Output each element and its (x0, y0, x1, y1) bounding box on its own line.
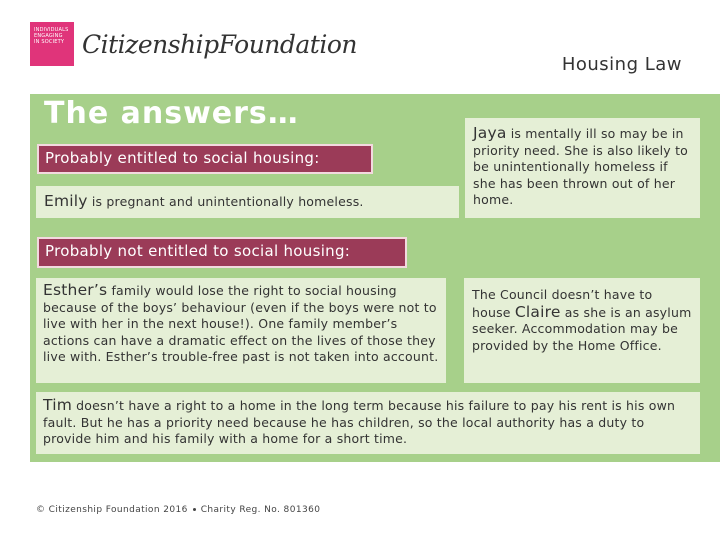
organisation-logo (30, 22, 74, 66)
section-title: Housing Law (561, 54, 682, 75)
claire-text-after: as she is an asylum seeker. Accommodation may be provided by the Home Office. (472, 304, 692, 353)
logo-text: INDIVIDUALS ENGAGING IN SOCIETY (34, 27, 69, 45)
separator-dot-icon (193, 508, 196, 511)
claire-card (464, 278, 700, 383)
footer-copyright: © Citizenship Foundation 2016 (36, 505, 188, 515)
tim-card (36, 392, 700, 454)
brand-wordmark: CitizenshipFoundation (82, 30, 357, 59)
entitled-label: Probably entitled to social housing: (37, 144, 373, 174)
not-entitled-label: Probably not entitled to social housing: (37, 237, 407, 268)
esther-card (36, 278, 446, 383)
page-heading: The answers… (44, 96, 299, 131)
jaya-text: is mentally ill so may be in priority need. She is also likely to be unintentionally homeless if she has been thrown out of her home. (473, 126, 689, 207)
footer (36, 505, 320, 515)
esther-name: Esther’s (43, 281, 108, 299)
emily-card (36, 186, 459, 218)
jaya-card (465, 118, 700, 218)
claire-name: Claire (514, 302, 561, 321)
jaya-name: Jaya (473, 124, 507, 142)
esther-text: family would lose the right to social housing because of the boys’ behaviour (even if the boys were not to live with her in the next house!). One family member’s actions can have a dramatic effect on the lives of those they live with. Esther’s trouble-free past is not taken into account. (43, 283, 439, 364)
emily-text: is pregnant and unintentionally homeless. (87, 194, 364, 209)
tim-name: Tim (43, 396, 72, 414)
claire-text-before: The Council doesn’t have to house (472, 287, 653, 320)
tim-text: doesn’t have a right to a home in the long term because his failure to pay his rent is his own fault. But he has a priority need because he has children, so the local authority has a duty to provide him and his family with a home for a short time. (43, 398, 676, 446)
footer-charity: Charity Reg. No. 801360 (200, 505, 321, 515)
emily-name: Emily (44, 192, 88, 210)
